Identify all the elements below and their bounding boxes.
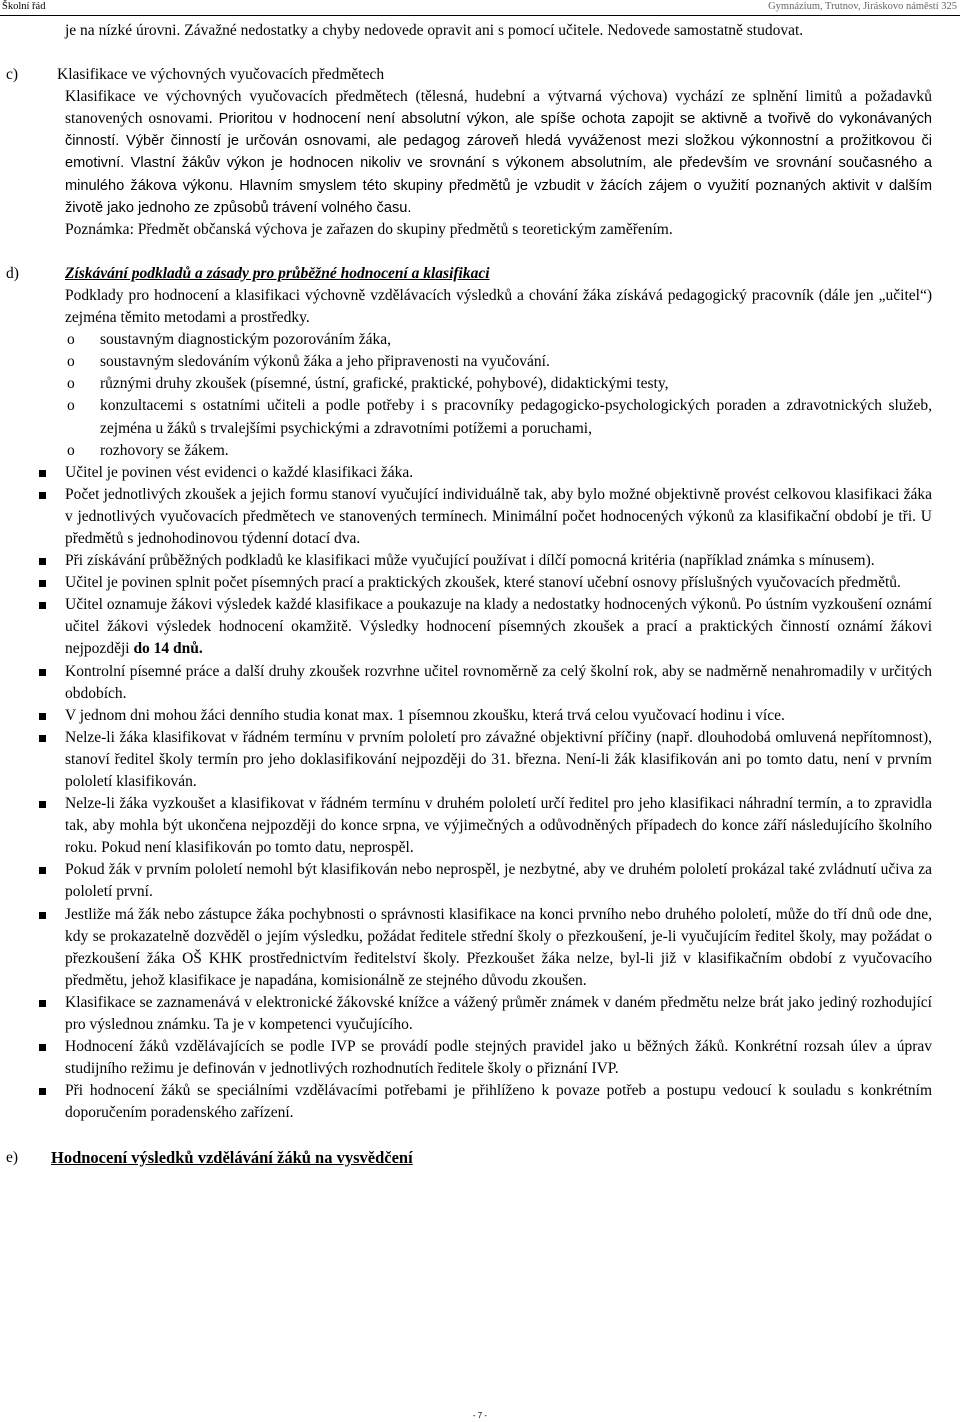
section-c-para1: Klasifikace ve výchovných vyučovacích předmětech (tělesná, hudební a výtvarná výchova) vychází ze splnění limitů a požadavků stanovených osnovami. <box>65 88 932 128</box>
method-marker: o <box>67 397 75 415</box>
method-item <box>67 329 932 351</box>
section-e-title: Hodnocení výsledků vzdělávání žáků na vysvědčení <box>51 1147 413 1167</box>
square-bullet-icon <box>39 602 46 609</box>
bullet-text: Nelze-li žáka klasifikovat v řádném termínu v prvním pololetí pro závažné objektivní příčiny (např. dlouhodobá omluvená nepřítomnost), stanoví ředitel školy termín pro jeho doklasifikování nejpozději do 31. března. Není-li žák klasifikován ani po tomto datu, není v prvním pololetí klasifikován. <box>65 728 932 790</box>
bullet-item <box>65 462 932 484</box>
bullet-text: Učitel oznamuje žákovi výsledek každé klasifikace a poukazuje na klady a nedostatky hodnocených výkonů. Po ústním vyzkoušení oznámí učitel žákovi výsledek hodnocení okamžitě. Výsledky hodnocení písemných zkoušek a prací a praktických činností oznámí žákovi nejpozději <box>65 596 932 658</box>
square-bullet-icon <box>39 1044 46 1051</box>
bullet-item <box>65 992 932 1036</box>
method-item <box>67 351 932 373</box>
bullet-text: Kontrolní písemné práce a další druhy zkoušek rozvrhne učitel rovnoměrně za celý školní rok, aby se nadměrně nenahromadily v určitých obdobích. <box>65 662 932 702</box>
section-d-title: Získávání podkladů a zásady pro průběžné hodnocení a klasifikaci <box>65 264 490 282</box>
bullet-item <box>65 1036 932 1080</box>
section-c-letter: c) <box>6 66 19 84</box>
bullet-text: Hodnocení žáků vzdělávajících se podle IVP se provádí podle stejných pravidel jako u běžných žáků. Konkrétní rozsah úlev a úprav studijního režimu je definován v jednotlivých rozhodnutích ředitele školy o přiznání IVP. <box>65 1038 932 1078</box>
square-bullet-icon <box>39 867 46 874</box>
bullet-item <box>65 550 932 572</box>
method-item <box>67 373 932 395</box>
bullet-text: V jednom dni mohou žáci denního studia konat max. 1 písemnou zkoušku, která trvá celou vyučovací hodinu i více. <box>65 706 785 724</box>
intro-paragraph: je na nízké úrovni. Závažné nedostatky a chyby nedovede opravit ani s pomocí učitele. Nedovede samostatně studovat. <box>65 22 804 39</box>
square-bullet-icon <box>39 492 46 499</box>
section-c <box>0 64 960 241</box>
method-marker: o <box>67 331 75 349</box>
bullet-item <box>65 705 932 727</box>
method-text: rozhovory se žákem. <box>100 441 229 459</box>
square-bullet-icon <box>39 735 46 742</box>
square-bullet-icon <box>39 558 46 565</box>
square-bullet-icon <box>39 580 46 587</box>
section-c-para1-sans: Prioritou v hodnocení není absolutní výkon, ale spíše ochota zapojit se aktivně a tvořivě do vykonávaných činností. Výběr činností je určován osnovami, ale pedagog zároveň hledá vyváženost mezi složkou výkonnostní a prožitkovou či emotivní. <box>65 111 933 172</box>
bullet-text: Klasifikace se zaznamenává v elektronické žákovské knížce a vážený průměr známek v daném předmětu nelze brát jako jediný rozhodující pro výslednou známku. Ta je v kompetenci vyučujícího. <box>65 993 932 1034</box>
bullet-text: Jestliže má žák nebo zástupce žáka pochybnosti o správnosti klasifikace na konci prvního nebo druhého pololetí, může do tří dnů ode dne, kdy se prokazatelně dozvěděl o jejím výsledku, požádat ředitele střední školy o přezkoušení, je-li vyučujícím ředitel školy, may požádat o přezkoušení žáka OŠ KHK prostřednictvím ředitelství školy. Přezkoušet žáka nelze, byl-li již v klasifikačním období z vyučovacího předmětu, jehož klasifikace je napadána, komisionálně ze stejného důvodu zkoušen. <box>65 905 932 989</box>
bullet-text: Pokud žák v prvním pololetí nemohl být klasifikován nebo neprospěl, je nezbytné, aby ve druhém pololetí prokázal také zvládnutí učiva za pololetí první. <box>65 861 932 901</box>
square-bullet-icon <box>39 470 46 477</box>
page-number: - 7 - <box>472 1411 488 1420</box>
square-bullet-icon <box>39 713 46 720</box>
bullet-item <box>65 727 932 793</box>
square-bullet-icon <box>39 669 46 676</box>
bullet-item <box>65 572 932 594</box>
document-body <box>0 20 960 1169</box>
bullet-text: Učitel je povinen splnit počet písemných prací a praktických zkoušek, které stanoví učební osnovy příslušných vyučovacích předmětů. <box>65 574 901 592</box>
section-c-para1-rest: Vlastní žákův výkon je hodnocen nikoliv ve srovnání s výkonem absolutním, ale především ve srovnání současného a minulého žákova výkonu. Hlavním smyslem této skupiny předmětů je vzbudit v žácích zájem o využití poznaných aktivit v dalším životě jako jednoho ze způsobů trávení volného času. <box>65 155 933 216</box>
square-bullet-icon <box>39 801 46 808</box>
bullet-text: Při získávání průběžných podkladů ke klasifikaci může vyučující používat i dílčí pomocná kritéria (například známka s mínusem). <box>65 552 875 570</box>
section-c-paragraph <box>65 86 932 219</box>
section-e-letter: e) <box>6 1148 19 1166</box>
method-text: různými druhy zkoušek (písemné, ústní, grafické, praktické, pohybové), didaktickými testy, <box>100 375 669 393</box>
section-c-title: Klasifikace ve výchovných vyučovacích předmětech <box>57 66 385 84</box>
method-item <box>67 395 932 439</box>
page-header <box>0 0 960 16</box>
bullet-text: Nelze-li žáka vyzkoušet a klasifikovat v řádném termínu v druhém pololetí určí ředitel pro jeho klasifikaci náhradní termín, a to zpravidla tak, aby mohla být ukončena nejpozději do konce srpna, ve výjimečných a odůvodněných případech do konce září následujícího školního roku. Pokud není klasifikován po tomto datu, neprospěl. <box>65 795 932 857</box>
method-item <box>67 440 932 462</box>
bullet-bold-deadline: do 14 dnů. <box>133 640 203 658</box>
method-text: konzultacemi s ostatními učiteli a podle potřeby i s pracovníky pedagogicko-psychologických poraden a zdravotnických služeb, zejména u žáků s trvalejšími psychickými a zdravotními potížemi a poruchami, <box>100 397 932 437</box>
bullet-item <box>65 661 932 705</box>
method-marker: o <box>67 375 75 393</box>
bullet-text: Počet jednotlivých zkoušek a jejich formu stanoví vyučující individuálně tak, aby bylo možné objektivně provést celkovou klasifikaci žáka v jednotlivých vyučovacích předmětech ve stanovených termínech. Minimální počet hodnocených výkonů za klasifikační období je tři. U předmětů s jednohodinovou týdenní dotací dva. <box>65 485 932 547</box>
bullet-item <box>65 859 932 903</box>
section-d-letter: d) <box>6 264 19 282</box>
square-bullet-icon <box>39 1000 46 1007</box>
bullet-item <box>65 484 932 550</box>
bullet-item <box>65 1080 932 1124</box>
method-marker: o <box>67 353 75 371</box>
section-e <box>0 1147 960 1169</box>
bullet-item <box>65 793 932 859</box>
square-bullet-icon <box>39 912 46 919</box>
section-d <box>0 263 960 1125</box>
bullet-item <box>65 904 932 992</box>
method-text: soustavným diagnostickým pozorováním žáka, <box>100 331 391 349</box>
section-c-note: Poznámka: Předmět občanská výchova je zařazen do skupiny předmětů s teoretickým zaměřením. <box>65 220 673 238</box>
header-left: Školní řád <box>2 1 46 12</box>
bullet-text: Při hodnocení žáků se speciálními vzdělávacími potřebami je přihlíženo k povaze potřeb a postupu vedoucí k souladu s konkrétním doporučením poradenského zařízení. <box>65 1082 932 1122</box>
bullet-item <box>65 594 932 660</box>
header-right: Gymnázium, Trutnov, Jiráskovo náměstí 325 <box>768 1 957 12</box>
method-marker: o <box>67 441 75 459</box>
bullet-text: Učitel je povinen vést evidenci o každé klasifikaci žáka. <box>65 463 414 481</box>
method-text: soustavným sledováním výkonů žáka a jeho připravenosti na vyučování. <box>100 353 550 371</box>
square-bullet-icon <box>39 1088 46 1095</box>
section-d-lead: Podklady pro hodnocení a klasifikaci výchovně vzdělávacích výsledků a chování žáka získává pedagogický pracovník (dále jen „učitel“) zejména těmito metodami a prostředky. <box>65 286 932 327</box>
